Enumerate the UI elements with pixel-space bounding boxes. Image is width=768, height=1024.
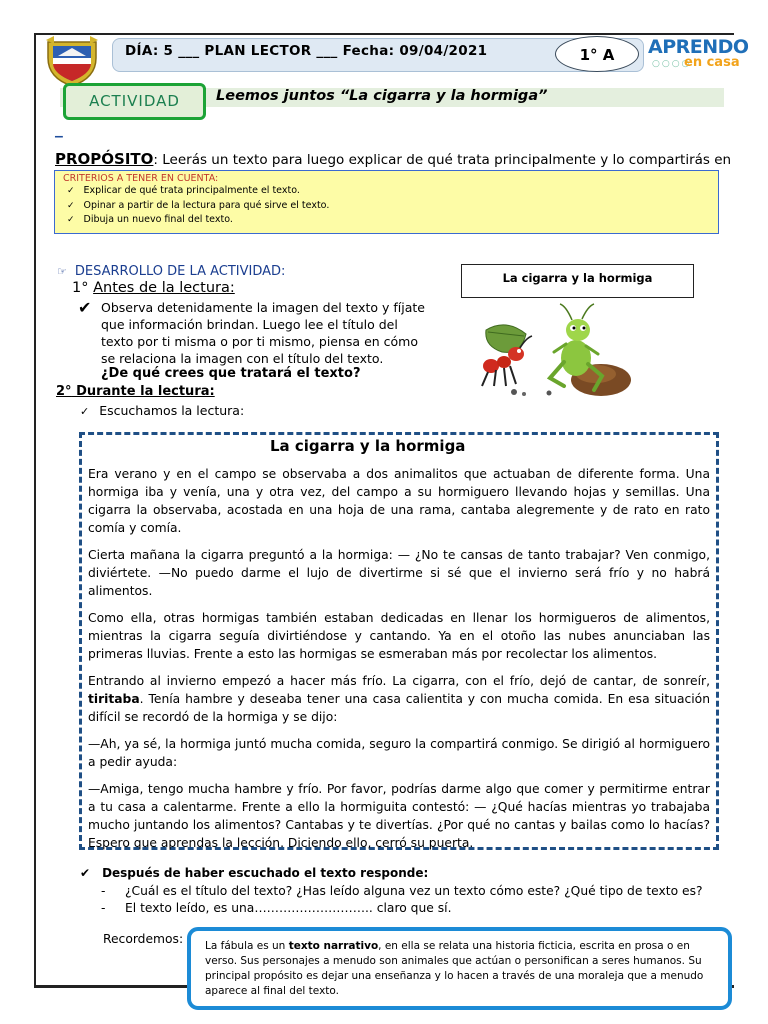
aprendo-logo: APRENDO <box>648 36 749 58</box>
activity-title: Leemos juntos “La cigarra y la hormiga” <box>216 88 548 104</box>
activity-label: ACTIVIDAD <box>63 83 206 120</box>
question-line: - ¿Cuál es el título del texto? ¿Has leído alguna vez un texto cómo este? ¿Qué tipo de texto es? <box>101 884 703 898</box>
logo-dots: ○○○○ <box>652 59 692 69</box>
story-paragraph: —Ah, ya sé, la hormiga juntó mucha comida, seguro la compartirá conmigo. Se dirigió al hormiguero a pedir ayuda: <box>88 737 710 769</box>
checkmark-icon: ✔ <box>80 866 91 880</box>
header-info: DÍA: 5 ___ PLAN LECTOR ___ Fecha: 09/04/2021 <box>125 43 488 59</box>
story-title: La cigarra y la hormiga <box>270 437 466 455</box>
step-during-reading: 2° Durante la lectura: <box>56 384 215 399</box>
checkmark-icon: ✓ <box>80 405 90 418</box>
story-paragraph: —Amiga, tengo mucha hambre y frío. Por favor, podrías darme algo que comer y permitirme entrar a tu casa a calentarme. Frente a ello la hormiguita contestó: — ¿Qué hacías mientras yo trabajaba mucho juntando los alimentos? Cantabas y te divertías. ¿Por qué no cantas y bailas como lo hacías? Espero que aprendas la lección. Diciendo ello, cerró su puerta. <box>88 782 710 850</box>
school-shield-icon <box>44 34 100 88</box>
listen-instruction: ✓ Escuchamos la lectura: <box>80 403 245 418</box>
story-paragraph: Como ella, otras hormigas también estaban dedicadas en llenar los hormigueros de alimentos, mientras la cigarra seguía divirtiéndose y cantando. Ya en el otoño las nubes anunciaban las primeras lluvias. Frente a esto las hormigas se esmeraban más por recolectar los alimentos. <box>88 611 710 661</box>
story-text <box>88 465 710 861</box>
purpose-label: PROPÓSITO <box>55 150 154 168</box>
after-reading-heading: ✔ Después de haber escuchado el texto responde: <box>80 866 429 880</box>
step-before-reading: 1° Antes de la lectura: <box>72 280 235 296</box>
criteria-item: ✓ Explicar de qué trata principalmente el texto. <box>67 185 300 196</box>
checkmark-icon: ✓ <box>67 200 75 211</box>
pointing-hand-icon: ☞ <box>57 265 67 278</box>
criteria-title: CRITERIOS A TENER EN CUENTA: <box>63 173 219 184</box>
checkmark-icon: ✔ <box>78 298 92 317</box>
development-heading: ☞ DESARROLLO DE LA ACTIVIDAD: <box>57 264 286 279</box>
criteria-item: ✓ Opinar a partir de la lectura para qué sirve el texto. <box>67 199 330 211</box>
dash-bullet: - <box>101 901 106 915</box>
grade-badge: 1° A <box>555 36 639 72</box>
story-paragraph: Era verano y en el campo se observaba a dos animalitos que actuaban de diferente forma. Una hormiga iba y venía, una y otra vez, del campo a su hormiguero llevando hojas y semillas. Una cigarra la observaba, acostada en una hoja de una rama, cantaba alegremente y de rato en rato comía y comía. <box>88 467 710 535</box>
remember-label: Recordemos: <box>103 932 184 946</box>
prediction-question: ¿De qué crees que tratará el texto? <box>101 366 361 381</box>
dash-icon: ▁ <box>55 127 63 138</box>
ant-and-cicada-illustration <box>466 300 636 400</box>
story-paragraph: Entrando al invierno empezó a hacer más frío. La cigarra, con el frío, dejó de cantar, de sonreír, tiritaba. Tenía hambre y deseaba tener una casa calientita y con mucha comida. En esa situación difícil se recordó de la hormiga y se dijo: <box>88 674 710 724</box>
criteria-item: ✓ Dibuja un nuevo final del texto. <box>67 214 233 225</box>
purpose-text: : Leerás un texto para luego explicar de qué trata principalmente y lo compartirás en <box>153 152 732 168</box>
en-casa-logo: en casa <box>684 55 740 70</box>
observe-instructions: Observa detenidamente la imagen del texto y fíjate que información brindan. Luego lee el título del texto por ti misma o por ti mismo, piensa en cómo se relaciona la imagen con el título del texto. <box>101 300 425 366</box>
question-line: - El texto leído, es una……………………….. claro que sí. <box>101 901 452 915</box>
dash-bullet: - <box>101 884 106 898</box>
purpose <box>55 150 735 168</box>
checkmark-icon: ✓ <box>67 186 75 196</box>
criteria-box <box>54 170 719 234</box>
story-paragraph: Cierta mañana la cigarra preguntó a la hormiga: — ¿No te cansas de tanto trabajar? Ven conmigo, diviértete. —No puedo darme el lujo de divertirme si sé que el invierno será frío y no habrá alimentos. <box>88 548 710 598</box>
fable-definition-box: La fábula es un texto narrativo, en ella se relata una historia ficticia, escrita en prosa o en verso. Sus personajes a menudo son animales que actúan o personifican a seres humanos. Su principal propósito es dejar una enseñanza y lo hacen a través de una moraleja que a menudo aparece al final del texto. <box>187 927 732 1010</box>
checkmark-icon: ✓ <box>67 215 75 225</box>
image-title-box: La cigarra y la hormiga <box>461 264 694 298</box>
